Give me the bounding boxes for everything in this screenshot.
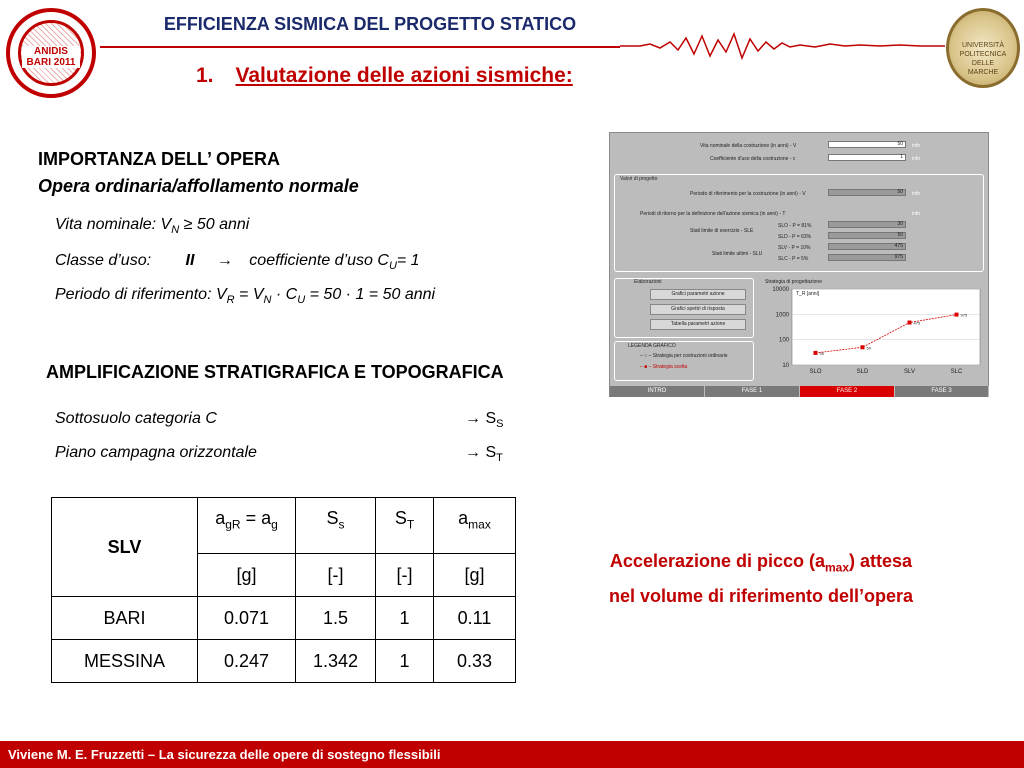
sw-vita-label: Vita nominale della costruzione (in anni) - V (700, 143, 797, 149)
page-title: EFFICIENZA SISMICA DEL PROGETTO STATICO (163, 14, 577, 34)
subtitle-number: 1. (196, 64, 214, 87)
periodo-dot: · C (271, 286, 298, 303)
col-agr-main: a (215, 508, 226, 528)
sw-esercizio-label: Stati limite di esercizio - SLE (690, 228, 754, 234)
unit-ss: [-] (296, 554, 376, 597)
sw-ultimi-label: Stati limite ultimi - SLU (712, 251, 763, 257)
piano-arrow: → (465, 444, 481, 461)
sw-coef-field[interactable]: 1 (828, 154, 906, 161)
row-bari-amax: 0.11 (434, 597, 516, 640)
sw-legend-1-text: Strategia per costruzioni ordinarie (652, 353, 728, 359)
sw-btn-grafici-parametri[interactable]: Grafici parametri azione (650, 289, 746, 300)
chart-y-tick-label: 10000 (772, 287, 789, 293)
univpm-seal (946, 8, 1020, 88)
chart-data-point (861, 345, 865, 349)
sw-valori-title: Valori di progetto (620, 176, 658, 182)
col-agr-mid: = a (240, 508, 272, 528)
col-ss (296, 498, 376, 554)
chart-data-label: 50 (866, 345, 871, 351)
title-rule (100, 46, 620, 48)
st-symbol: S (485, 444, 497, 461)
col-agr (198, 498, 296, 554)
slv-header: SLV (52, 498, 198, 597)
vita-sub: N (171, 224, 180, 237)
col-amax-main: a (458, 508, 469, 528)
sw-info-4[interactable]: info (912, 211, 921, 217)
vita-rest: ≥ 50 anni (179, 216, 250, 233)
table-header-row (52, 498, 516, 554)
anidis-logo-text: ANIDIS BARI 2011 (22, 46, 80, 68)
periodo-rest: = 50 · 1 = 50 anni (305, 286, 436, 303)
row-messina-agr: 0.247 (198, 640, 296, 683)
chart-data-label: 30 (819, 350, 824, 356)
sw-vita-field[interactable]: 50 (828, 141, 906, 148)
chart-x-tick-label: SLC (950, 369, 963, 375)
sw-slv-label: SLV - P = 10% (778, 245, 811, 251)
sw-periodo-label: Periodo di riferimento per la costruzione (in anni) - V (690, 191, 806, 197)
col-st-sub: T (406, 517, 415, 532)
sw-info-2[interactable]: info (912, 156, 921, 162)
sottosuolo-label: Sottosuolo categoria C (55, 410, 217, 427)
section-subtitle (196, 64, 573, 88)
subtitle-text: Valutazione delle azioni sismiche: (235, 64, 573, 87)
periodo-eq: = V (234, 286, 264, 303)
row-messina-st: 1 (376, 640, 434, 683)
importanza-subheading: Opera ordinaria/affollamento normale (38, 176, 359, 196)
sw-slc-label: SLC - P = 5% (778, 256, 809, 262)
strategy-chart (760, 285, 986, 381)
row-bari-agr: 0.071 (198, 597, 296, 640)
sw-btn-grafici-spettri[interactable]: Grafici spettri di risposta (650, 304, 746, 315)
tab-intro[interactable]: INTRO (610, 386, 705, 397)
sw-slc-field: 975 (828, 254, 906, 261)
sw-btn-tabella[interactable]: Tabella parametri azione (650, 319, 746, 330)
sw-sld-field: 50 (828, 232, 906, 239)
sw-legend-1: – ○ – Strategia per costruzioni ordinarie (640, 353, 728, 359)
chart-x-tick-label: SLD (856, 369, 869, 375)
col-amax (434, 498, 516, 554)
col-ss-main: S (326, 508, 339, 528)
note-1a: Accelerazione di picco (a (609, 551, 825, 571)
chart-data-label: 475 (913, 320, 921, 326)
col-amax-sub: max (468, 517, 491, 532)
chart-y-tick-label: 100 (778, 337, 789, 344)
chart-y-tick-label: 1000 (775, 312, 789, 319)
importanza-heading: IMPORTANZA DELL’ OPERA (38, 149, 281, 169)
tab-fase-3[interactable]: FASE 3 (895, 386, 989, 397)
sw-slo-field: 30 (828, 221, 906, 228)
software-screenshot (609, 132, 989, 397)
footer-bar: Viviene M. E. Fruzzetti – La sicurezza delle opere di sostegno flessibili (0, 741, 1024, 768)
row-messina-ss: 1.342 (296, 640, 376, 683)
periodo-sub-u: U (297, 294, 306, 307)
row-bari-st: 1 (376, 597, 434, 640)
sw-periodo-field: 50 (828, 189, 906, 196)
classe-arrow: → (216, 252, 233, 269)
chart-x-tick-label: SLV (904, 369, 915, 375)
amax-note-line2: nel volume di riferimento dell’opera (608, 585, 914, 606)
classe-coef: coefficiente d’uso C (249, 252, 389, 269)
chart-x-tick-label: SLO (809, 369, 822, 375)
periodo-sub-n: N (263, 294, 272, 307)
vita-nominale-line (55, 216, 249, 236)
col-agr-sub: gR (225, 517, 241, 532)
chart-data-point (955, 313, 959, 317)
row-bari-name: BARI (52, 597, 198, 640)
col-st-main: S (394, 508, 407, 528)
seismogram-graphic (620, 30, 945, 60)
unit-amax: [g] (434, 554, 516, 597)
vita-label: Vita nominale: V (55, 216, 172, 233)
sw-info-1[interactable]: info (912, 143, 921, 149)
chart-y-axis-label: T_R [anni] (796, 291, 820, 297)
importanza-block (38, 146, 359, 200)
sottosuolo-arrow: → (465, 410, 481, 427)
periodo-label: Periodo di riferimento: V (55, 286, 227, 303)
piano-result (465, 444, 503, 464)
classe-label: Classe d’uso: (55, 252, 152, 269)
sw-slo-label: SLO - P = 81% (778, 223, 812, 229)
sw-info-3[interactable]: info (912, 191, 921, 197)
table-row (52, 597, 516, 640)
tab-fase-2[interactable]: FASE 2 (800, 386, 895, 397)
col-ss-sub: s (338, 517, 345, 532)
classe-uso-line (55, 252, 420, 272)
amax-note (556, 547, 966, 610)
unit-agr: [g] (198, 554, 296, 597)
sw-sld-label: SLD - P = 63% (778, 234, 812, 240)
sw-slv-field: 475 (828, 243, 906, 250)
sw-ritorno-label: Periodi di ritorno per la definizione dell'azione sismica (in anni) - T (640, 211, 786, 217)
classe-value: II (185, 252, 195, 269)
chart-data-point (814, 351, 818, 355)
sw-legend-2-text: Strategia scelta (652, 364, 688, 370)
amax-note-line1 (556, 547, 966, 582)
tab-fase-1[interactable]: FASE 1 (705, 386, 800, 397)
ss-sub: S (496, 418, 504, 431)
unit-st: [-] (376, 554, 434, 597)
chart-data-point (908, 321, 912, 325)
row-messina-name: MESSINA (52, 640, 198, 683)
sw-legend-2: – ■ – Strategia scelta (640, 364, 688, 370)
sw-coef-label: Coefficiente d'uso della costruzione - c (710, 156, 796, 162)
univpm-seal-text: UNIVERSITÀ POLITECNICA DELLE MARCHE (959, 42, 1007, 76)
sw-elab-title: Elaborazioni (634, 279, 662, 285)
row-messina-amax: 0.33 (434, 640, 516, 683)
col-agr-sub2: g (271, 517, 278, 532)
sw-chart-title: Strategia di progettazione (765, 279, 822, 285)
amplificazione-heading: AMPLIFICAZIONE STRATIGRAFICA E TOPOGRAFICA (46, 362, 504, 382)
piano-label: Piano campagna orizzontale (55, 444, 257, 461)
note-1b: ) attesa (849, 551, 913, 571)
classe-rest: = 1 (396, 252, 420, 269)
anidis-logo (6, 8, 96, 98)
periodo-sub-r: R (226, 294, 235, 307)
st-sub: T (496, 452, 503, 465)
chart-y-tick-label: 10 (782, 363, 789, 369)
note-1sub: max (825, 560, 850, 575)
sw-legend-title: LEGENDA GRAFICO (628, 343, 676, 349)
chart-data-label: 975 (960, 312, 968, 318)
sottosuolo-result (465, 410, 503, 430)
classe-sub: U (388, 260, 397, 273)
ss-symbol: S (485, 410, 497, 427)
col-st (376, 498, 434, 554)
slv-table (51, 497, 516, 683)
periodo-line (55, 286, 435, 306)
table-row (52, 640, 516, 683)
row-bari-ss: 1.5 (296, 597, 376, 640)
